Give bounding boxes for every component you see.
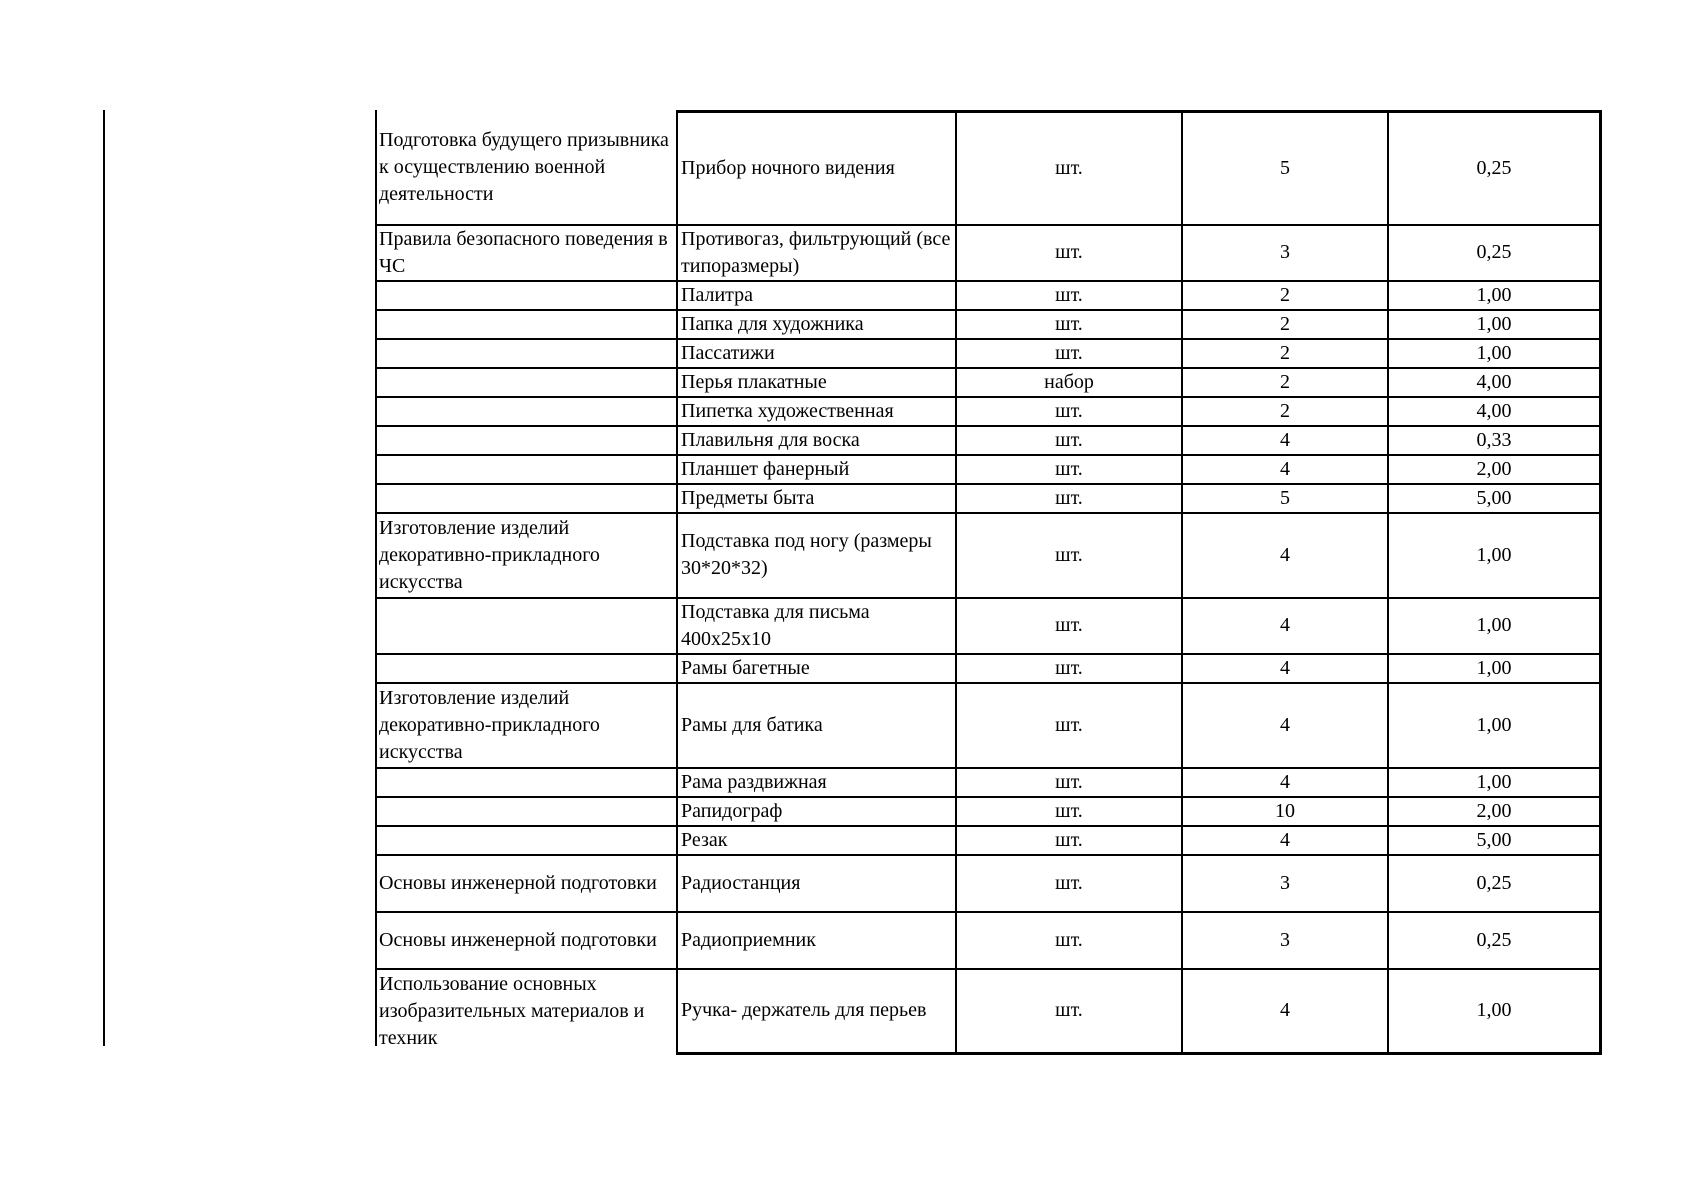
qty-cell: 2 [1182, 368, 1388, 397]
topic-cell: Подготовка будущего призывника к осуществлению военной деятельности [376, 112, 677, 225]
table-row [376, 912, 1601, 969]
item-cell: Ручка- держатель для перьев [677, 969, 956, 1054]
item-cell: Пассатижи [677, 339, 956, 368]
norm-cell: 1,00 [1388, 969, 1601, 1054]
norm-cell: 5,00 [1388, 826, 1601, 855]
table-row [376, 455, 1601, 484]
qty-cell: 4 [1182, 683, 1388, 768]
topic-cell: Использование основных изобразительных материалов и техник [376, 969, 677, 1054]
table-row [376, 368, 1601, 397]
unit-cell: шт. [956, 683, 1182, 768]
item-cell: Резак [677, 826, 956, 855]
item-cell: Подставка под ногу (размеры 30*20*32) [677, 513, 956, 598]
item-cell: Противогаз, фильтрующий (все типоразмеры) [677, 225, 956, 281]
unit-cell: шт. [956, 112, 1182, 225]
topic-cell [376, 281, 677, 310]
norm-cell: 1,00 [1388, 339, 1601, 368]
norm-cell: 1,00 [1388, 513, 1601, 598]
qty-cell: 2 [1182, 310, 1388, 339]
norm-cell: 1,00 [1388, 281, 1601, 310]
norm-cell: 1,00 [1388, 654, 1601, 683]
topic-cell [376, 310, 677, 339]
table-row [376, 797, 1601, 826]
qty-cell: 5 [1182, 484, 1388, 513]
unit-cell: шт. [956, 912, 1182, 969]
norm-cell: 2,00 [1388, 797, 1601, 826]
item-cell: Рамы багетные [677, 654, 956, 683]
qty-cell: 3 [1182, 912, 1388, 969]
unit-cell: шт. [956, 969, 1182, 1054]
unit-cell: шт. [956, 598, 1182, 654]
topic-cell [376, 797, 677, 826]
unit-cell: набор [956, 368, 1182, 397]
unit-cell: шт. [956, 826, 1182, 855]
unit-cell: шт. [956, 484, 1182, 513]
item-cell: Радиоприемник [677, 912, 956, 969]
item-cell: Папка для художника [677, 310, 956, 339]
topic-cell: Основы инженерной подготовки [376, 912, 677, 969]
table-row [376, 397, 1601, 426]
topic-cell: Основы инженерной подготовки [376, 855, 677, 912]
table-row [376, 310, 1601, 339]
equipment-table [376, 110, 1602, 1055]
qty-cell: 4 [1182, 455, 1388, 484]
qty-cell: 3 [1182, 855, 1388, 912]
norm-cell: 1,00 [1388, 683, 1601, 768]
qty-cell: 4 [1182, 969, 1388, 1054]
topic-cell [376, 598, 677, 654]
item-cell: Предметы быта [677, 484, 956, 513]
unit-cell: шт. [956, 281, 1182, 310]
qty-cell: 4 [1182, 826, 1388, 855]
unit-cell: шт. [956, 310, 1182, 339]
topic-cell [376, 397, 677, 426]
item-cell: Рапидограф [677, 797, 956, 826]
norm-cell: 2,00 [1388, 455, 1601, 484]
norm-cell: 1,00 [1388, 598, 1601, 654]
topic-cell [376, 768, 677, 797]
table-row [376, 654, 1601, 683]
unit-cell: шт. [956, 225, 1182, 281]
qty-cell: 4 [1182, 598, 1388, 654]
unit-cell: шт. [956, 397, 1182, 426]
table-row [376, 339, 1601, 368]
item-cell: Радиостанция [677, 855, 956, 912]
norm-cell: 0,25 [1388, 225, 1601, 281]
table-row [376, 484, 1601, 513]
unit-cell: шт. [956, 513, 1182, 598]
norm-cell: 1,00 [1388, 768, 1601, 797]
qty-cell: 4 [1182, 654, 1388, 683]
qty-cell: 5 [1182, 112, 1388, 225]
table-row [376, 683, 1601, 768]
table-row [376, 225, 1601, 281]
topic-cell: Изготовление изделий декоративно-прикладного искусства [376, 513, 677, 598]
item-cell: Рамы для батика [677, 683, 956, 768]
unit-cell: шт. [956, 654, 1182, 683]
left-margin-rule [103, 110, 105, 1046]
unit-cell: шт. [956, 855, 1182, 912]
table-row [376, 112, 1601, 225]
qty-cell: 10 [1182, 797, 1388, 826]
item-cell: Пипетка художественная [677, 397, 956, 426]
topic-cell [376, 368, 677, 397]
table-row [376, 969, 1601, 1054]
qty-cell: 2 [1182, 339, 1388, 368]
table-row [376, 426, 1601, 455]
norm-cell: 5,00 [1388, 484, 1601, 513]
unit-cell: шт. [956, 455, 1182, 484]
qty-cell: 4 [1182, 513, 1388, 598]
norm-cell: 0,33 [1388, 426, 1601, 455]
qty-cell: 2 [1182, 281, 1388, 310]
table-row [376, 855, 1601, 912]
qty-cell: 3 [1182, 225, 1388, 281]
table-row [376, 826, 1601, 855]
norm-cell: 4,00 [1388, 368, 1601, 397]
topic-cell: Изготовление изделий декоративно-прикладного искусства [376, 683, 677, 768]
topic-cell [376, 654, 677, 683]
unit-cell: шт. [956, 339, 1182, 368]
qty-cell: 4 [1182, 768, 1388, 797]
topic-cell [376, 339, 677, 368]
table-row [376, 768, 1601, 797]
table-row [376, 513, 1601, 598]
topic-cell [376, 455, 677, 484]
item-cell: Рама раздвижная [677, 768, 956, 797]
unit-cell: шт. [956, 768, 1182, 797]
norm-cell: 1,00 [1388, 310, 1601, 339]
unit-cell: шт. [956, 426, 1182, 455]
qty-cell: 2 [1182, 397, 1388, 426]
norm-cell: 4,00 [1388, 397, 1601, 426]
item-cell: Планшет фанерный [677, 455, 956, 484]
norm-cell: 0,25 [1388, 112, 1601, 225]
item-cell: Плавильня для воска [677, 426, 956, 455]
table-row [376, 598, 1601, 654]
item-cell: Прибор ночного видения [677, 112, 956, 225]
item-cell: Подставка для письма 400х25х10 [677, 598, 956, 654]
item-cell: Палитра [677, 281, 956, 310]
topic-cell [376, 484, 677, 513]
norm-cell: 0,25 [1388, 912, 1601, 969]
topic-cell [376, 826, 677, 855]
unit-cell: шт. [956, 797, 1182, 826]
topic-cell: Правила безопасного поведения в ЧС [376, 225, 677, 281]
item-cell: Перья плакатные [677, 368, 956, 397]
topic-cell [376, 426, 677, 455]
table-row [376, 281, 1601, 310]
norm-cell: 0,25 [1388, 855, 1601, 912]
qty-cell: 4 [1182, 426, 1388, 455]
